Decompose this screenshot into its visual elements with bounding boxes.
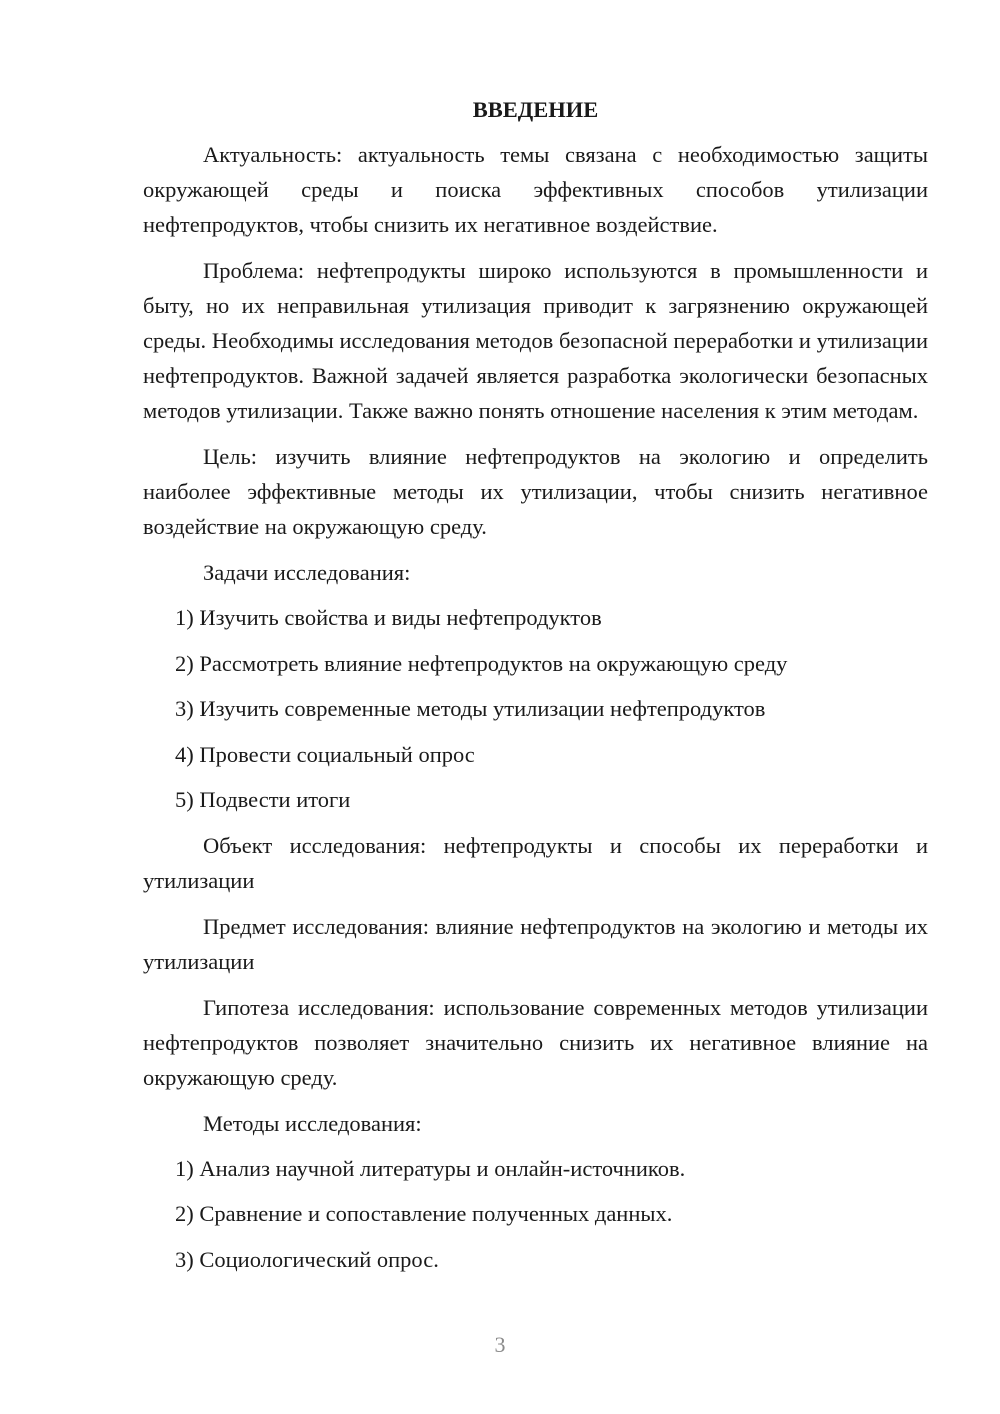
- object-paragraph: Объект исследования: нефтепродукты и способы их переработки и утилизации: [143, 832, 928, 893]
- list-item: 2) Сравнение и сопоставление полученных данных.: [175, 1201, 673, 1226]
- list-item: 1) Изучить свойства и виды нефтепродуктов: [175, 605, 602, 630]
- problem-paragraph: Проблема: нефтепродукты широко используются в промышленности и быту, но их неправильная утилизация приводит к загрязнению окружающей среды. Необходимы исследования методов безопасной переработки и утилизации нефтепродуктов. Важной задачей является разработка экологически безопасных методов утилизации. Также важно понять отношение населения к этим методам.: [143, 258, 928, 423]
- tasks-heading: Задачи исследования:: [203, 560, 411, 585]
- goal-paragraph: Цель: изучить влияние нефтепродуктов на экологию и определить наиболее эффективные методы их утилизации, чтобы снизить негативное воздействие на окружающую среду.: [143, 444, 928, 539]
- list-item: 3) Социологический опрос.: [175, 1246, 439, 1272]
- subject-paragraph: Предмет исследования: влияние нефтепродуктов на экологию и методы их утилизации: [143, 913, 928, 974]
- hypothesis-paragraph: Гипотеза исследования: использование современных методов утилизации нефтепродуктов позволяет значительно снизить их негативное влияние на окружающую среду.: [143, 994, 928, 1090]
- list-item: 3) Изучить современные методы утилизации нефтепродуктов: [175, 696, 766, 721]
- list-item: 1) Анализ научной литературы и онлайн-источников.: [175, 1155, 686, 1181]
- tasks-list: [143, 600, 928, 817]
- document-page: [143, 92, 928, 1277]
- methods-heading: Методы исследования:: [203, 1110, 422, 1136]
- list-item: 2) Рассмотреть влияние нефтепродуктов на окружающую среду: [175, 650, 788, 676]
- list-item: 5) Подвести итоги: [175, 787, 351, 812]
- page-title: ВВЕДЕНИЕ: [472, 97, 599, 122]
- page-number: 3: [494, 1332, 506, 1357]
- relevance-paragraph: Актуальность: актуальность темы связана с необходимостью защиты окружающей среды и поиска эффективных способов утилизации нефтепродуктов, чтобы снизить их негативное воздействие.: [143, 142, 928, 237]
- methods-list: [143, 1151, 928, 1277]
- list-item: 4) Провести социальный опрос: [175, 741, 475, 767]
